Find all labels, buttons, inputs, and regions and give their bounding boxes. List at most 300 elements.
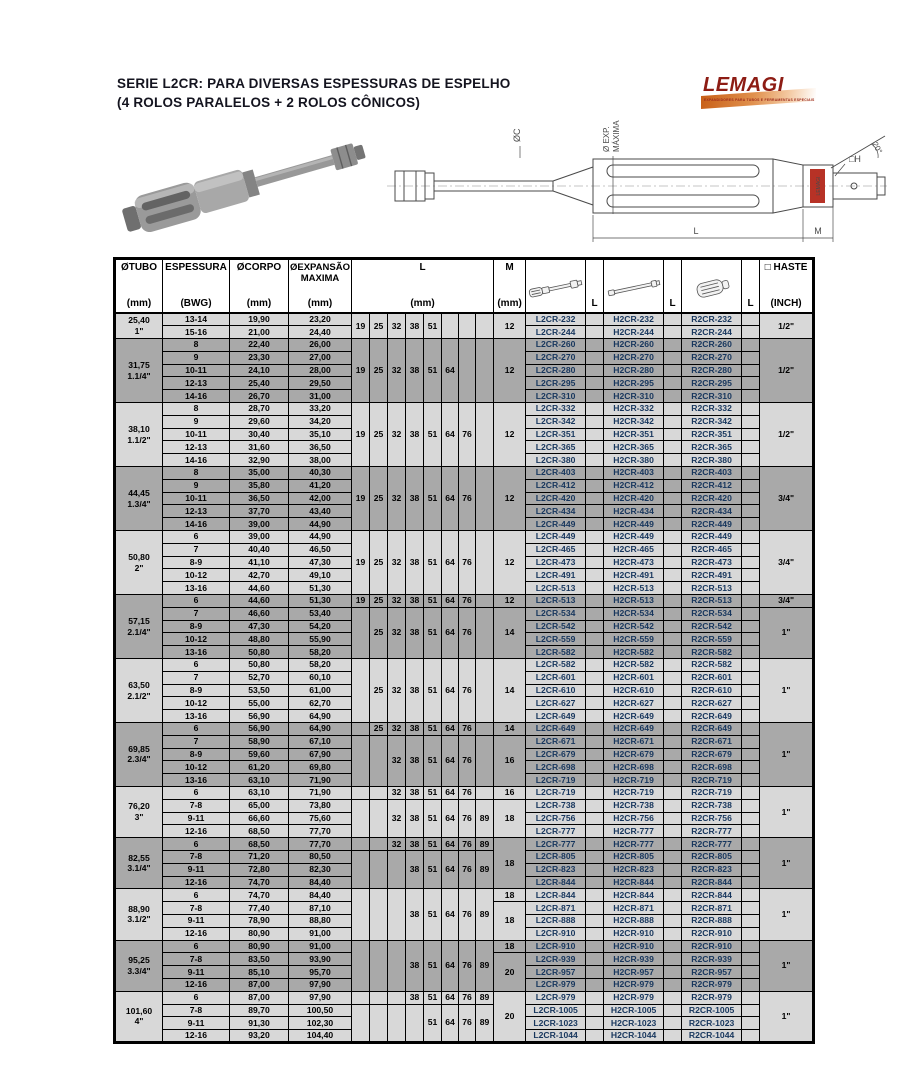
cell-code-l2cr: L2CR-342 bbox=[526, 415, 586, 428]
cell-code-r2cr: R2CR-601 bbox=[682, 671, 742, 684]
cell-code-l2cr: L2CR-756 bbox=[526, 812, 586, 825]
cell-code-h2cr: H2CR-805 bbox=[604, 850, 664, 863]
cell-code-l2cr: L2CR-542 bbox=[526, 620, 586, 633]
cell-code-l-l2cr bbox=[586, 633, 604, 646]
cell-l-51: 51 bbox=[424, 339, 442, 403]
cell-code-h2cr: H2CR-260 bbox=[604, 339, 664, 352]
cell-code-l-l2cr bbox=[586, 850, 604, 863]
cell-code-l-h2cr bbox=[664, 633, 682, 646]
cell-code-l-h2cr bbox=[664, 940, 682, 953]
cell-code-l-l2cr bbox=[586, 697, 604, 710]
cell-code-l-r2cr bbox=[742, 326, 760, 339]
cell-code-l-l2cr bbox=[586, 428, 604, 441]
cell-code-r2cr: R2CR-542 bbox=[682, 620, 742, 633]
cell-code-l-l2cr bbox=[586, 838, 604, 851]
cell-code-l-h2cr bbox=[664, 403, 682, 416]
cell-code-h2cr: H2CR-465 bbox=[604, 543, 664, 556]
cell-espessura-bwg: 8-9 bbox=[163, 556, 230, 569]
cell-code-r2cr: R2CR-805 bbox=[682, 850, 742, 863]
cell-expansao: 93,90 bbox=[289, 953, 352, 966]
cell-l-19 bbox=[352, 786, 370, 799]
dim-label-m: M bbox=[814, 226, 822, 236]
cell-haste: 1" bbox=[760, 889, 814, 940]
cell-code-h2cr: H2CR-601 bbox=[604, 671, 664, 684]
cell-l-38: 38 bbox=[406, 403, 424, 467]
cell-l-51: 51 bbox=[424, 838, 442, 851]
cell-code-r2cr: R2CR-465 bbox=[682, 543, 742, 556]
cell-code-l2cr: L2CR-649 bbox=[526, 710, 586, 723]
cell-code-l-r2cr bbox=[742, 876, 760, 889]
cell-l-76: 76 bbox=[459, 467, 476, 531]
cell-l-25 bbox=[370, 1004, 388, 1042]
cell-code-r2cr: R2CR-270 bbox=[682, 351, 742, 364]
cell-code-l-r2cr bbox=[742, 415, 760, 428]
cell-espessura-bwg: 8 bbox=[163, 339, 230, 352]
cell-espessura-bwg: 7 bbox=[163, 543, 230, 556]
cell-code-l2cr: L2CR-910 bbox=[526, 927, 586, 940]
cell-expansao: 42,00 bbox=[289, 492, 352, 505]
cell-expansao: 64,90 bbox=[289, 723, 352, 736]
cell-code-h2cr: H2CR-1023 bbox=[604, 1017, 664, 1030]
cell-l-25 bbox=[370, 850, 388, 888]
cell-espessura-bwg: 12-16 bbox=[163, 1030, 230, 1043]
cell-corpo: 74,70 bbox=[230, 876, 289, 889]
cell-code-l2cr: L2CR-582 bbox=[526, 659, 586, 672]
cell-code-l2cr: L2CR-232 bbox=[526, 313, 586, 326]
cell-l-19: 19 bbox=[352, 531, 370, 595]
cell-l-38: 38 bbox=[406, 339, 424, 403]
cell-expansao: 47,30 bbox=[289, 556, 352, 569]
cell-l-89 bbox=[476, 607, 494, 658]
cell-code-r2cr: R2CR-1044 bbox=[682, 1030, 742, 1043]
cell-espessura-bwg: 12-16 bbox=[163, 825, 230, 838]
cell-m: 14 bbox=[494, 607, 526, 658]
dim-label-angle: 20° bbox=[870, 140, 885, 156]
cell-code-l-r2cr bbox=[742, 390, 760, 403]
cell-code-l-r2cr bbox=[742, 902, 760, 915]
cell-code-l2cr: L2CR-698 bbox=[526, 761, 586, 774]
cell-code-l-r2cr bbox=[742, 863, 760, 876]
cell-expansao: 53,40 bbox=[289, 607, 352, 620]
cell-code-l-r2cr bbox=[742, 607, 760, 620]
cell-espessura-bwg: 7 bbox=[163, 671, 230, 684]
table-row bbox=[115, 339, 814, 352]
cell-code-l-r2cr bbox=[742, 364, 760, 377]
cell-code-l-h2cr bbox=[664, 377, 682, 390]
cell-l-89 bbox=[476, 531, 494, 595]
cell-corpo: 26,70 bbox=[230, 390, 289, 403]
cell-m: 16 bbox=[494, 735, 526, 786]
cell-code-l-r2cr bbox=[742, 991, 760, 1004]
cell-code-l-l2cr bbox=[586, 492, 604, 505]
cell-l-38 bbox=[406, 1004, 424, 1042]
cell-corpo: 80,90 bbox=[230, 927, 289, 940]
cell-code-l2cr: L2CR-610 bbox=[526, 684, 586, 697]
cell-espessura-bwg: 6 bbox=[163, 786, 230, 799]
cell-code-r2cr: R2CR-232 bbox=[682, 313, 742, 326]
cell-m: 20 bbox=[494, 953, 526, 991]
cell-code-l2cr: L2CR-491 bbox=[526, 569, 586, 582]
cell-corpo: 22,40 bbox=[230, 339, 289, 352]
cell-corpo: 30,40 bbox=[230, 428, 289, 441]
cell-expansao: 58,20 bbox=[289, 659, 352, 672]
cell-code-l-r2cr bbox=[742, 492, 760, 505]
cell-code-l-l2cr bbox=[586, 940, 604, 953]
cell-code-h2cr: H2CR-403 bbox=[604, 467, 664, 480]
cell-code-l2cr: L2CR-777 bbox=[526, 838, 586, 851]
cell-l-19: 19 bbox=[352, 595, 370, 608]
dim-label-oexp-line2: MÁXIMA bbox=[612, 120, 621, 152]
cell-code-l-l2cr bbox=[586, 710, 604, 723]
cell-code-h2cr: H2CR-342 bbox=[604, 415, 664, 428]
cell-m: 12 bbox=[494, 595, 526, 608]
dim-label-square-h: □H bbox=[849, 154, 861, 164]
cell-l-25 bbox=[370, 838, 388, 851]
cell-code-r2cr: R2CR-719 bbox=[682, 774, 742, 787]
cell-l-19 bbox=[352, 991, 370, 1004]
cell-code-l-h2cr bbox=[664, 761, 682, 774]
cell-expansao: 62,70 bbox=[289, 697, 352, 710]
cell-code-l2cr: L2CR-719 bbox=[526, 786, 586, 799]
cell-tube-diameter: 95,25 3.3/4" bbox=[115, 940, 163, 991]
cell-corpo: 93,20 bbox=[230, 1030, 289, 1043]
cell-code-h2cr: H2CR-412 bbox=[604, 479, 664, 492]
cell-l-51: 51 bbox=[424, 850, 442, 888]
cell-code-l-r2cr bbox=[742, 966, 760, 979]
cell-code-l-l2cr bbox=[586, 953, 604, 966]
cell-code-r2cr: R2CR-434 bbox=[682, 505, 742, 518]
cell-l-76 bbox=[459, 313, 476, 339]
cell-code-l-l2cr bbox=[586, 543, 604, 556]
cell-haste: 1" bbox=[760, 991, 814, 1042]
cell-corpo: 31,60 bbox=[230, 441, 289, 454]
cell-code-l-r2cr bbox=[742, 351, 760, 364]
table-row bbox=[115, 607, 814, 620]
cell-code-l-l2cr bbox=[586, 646, 604, 659]
cell-code-l-r2cr bbox=[742, 953, 760, 966]
cell-corpo: 32,90 bbox=[230, 454, 289, 467]
cell-m: 14 bbox=[494, 659, 526, 723]
cell-expansao: 100,50 bbox=[289, 1004, 352, 1017]
cell-code-l-l2cr bbox=[586, 761, 604, 774]
cell-espessura-bwg: 9-11 bbox=[163, 914, 230, 927]
cell-l-32: 32 bbox=[388, 313, 406, 339]
cell-code-l-l2cr bbox=[586, 467, 604, 480]
cell-code-l-l2cr bbox=[586, 479, 604, 492]
cell-code-l-r2cr bbox=[742, 710, 760, 723]
cell-code-r2cr: R2CR-777 bbox=[682, 825, 742, 838]
cell-code-l2cr: L2CR-679 bbox=[526, 748, 586, 761]
cell-espessura-bwg: 13-14 bbox=[163, 313, 230, 326]
cell-l-25: 25 bbox=[370, 313, 388, 339]
cell-expansao: 38,00 bbox=[289, 454, 352, 467]
cell-code-h2cr: H2CR-1044 bbox=[604, 1030, 664, 1043]
cell-l-89 bbox=[476, 723, 494, 736]
cell-code-l2cr: L2CR-434 bbox=[526, 505, 586, 518]
cell-l-25: 25 bbox=[370, 339, 388, 403]
cell-l-19: 19 bbox=[352, 339, 370, 403]
cell-l-38: 38 bbox=[406, 786, 424, 799]
cell-code-l2cr: L2CR-449 bbox=[526, 531, 586, 544]
cell-espessura-bwg: 6 bbox=[163, 723, 230, 736]
cell-code-l-l2cr bbox=[586, 863, 604, 876]
cell-expansao: 29,50 bbox=[289, 377, 352, 390]
cell-code-h2cr: H2CR-738 bbox=[604, 799, 664, 812]
cell-l-32 bbox=[388, 850, 406, 888]
header-haste: □ HASTE (INCH) bbox=[760, 259, 814, 314]
cell-code-l-r2cr bbox=[742, 914, 760, 927]
cell-espessura-bwg: 10-11 bbox=[163, 364, 230, 377]
cell-l-32 bbox=[388, 1004, 406, 1042]
cell-l-51: 51 bbox=[424, 723, 442, 736]
cell-corpo: 47,30 bbox=[230, 620, 289, 633]
cell-code-r2cr: R2CR-412 bbox=[682, 479, 742, 492]
cell-haste: 1" bbox=[760, 940, 814, 991]
cell-code-l2cr: L2CR-513 bbox=[526, 582, 586, 595]
cell-espessura-bwg: 12-13 bbox=[163, 377, 230, 390]
cell-l-19 bbox=[352, 850, 370, 888]
cell-haste: 1" bbox=[760, 607, 814, 658]
cell-corpo: 58,90 bbox=[230, 735, 289, 748]
expander-tool-icon bbox=[526, 259, 586, 314]
cell-code-r2cr: R2CR-449 bbox=[682, 531, 742, 544]
cell-expansao: 77,70 bbox=[289, 838, 352, 851]
cell-code-r2cr: R2CR-957 bbox=[682, 966, 742, 979]
cell-code-l2cr: L2CR-649 bbox=[526, 723, 586, 736]
cell-code-r2cr: R2CR-513 bbox=[682, 595, 742, 608]
cell-code-r2cr: R2CR-403 bbox=[682, 467, 742, 480]
cell-expansao: 51,30 bbox=[289, 595, 352, 608]
cell-code-l2cr: L2CR-844 bbox=[526, 889, 586, 902]
cell-l-89: 89 bbox=[476, 838, 494, 851]
cell-l-89 bbox=[476, 403, 494, 467]
cell-expansao: 69,80 bbox=[289, 761, 352, 774]
cell-code-l-h2cr bbox=[664, 748, 682, 761]
cell-code-l2cr: L2CR-582 bbox=[526, 646, 586, 659]
cell-corpo: 41,10 bbox=[230, 556, 289, 569]
cell-code-l-r2cr bbox=[742, 1017, 760, 1030]
cell-code-l2cr: L2CR-332 bbox=[526, 403, 586, 416]
cell-code-r2cr: R2CR-627 bbox=[682, 697, 742, 710]
cell-l-89 bbox=[476, 313, 494, 339]
cell-code-l-h2cr bbox=[664, 812, 682, 825]
cell-haste: 1/2" bbox=[760, 403, 814, 467]
cell-l-32 bbox=[388, 940, 406, 991]
cell-m: 18 bbox=[494, 838, 526, 889]
cell-code-l-r2cr bbox=[742, 313, 760, 326]
cell-code-l-h2cr bbox=[664, 697, 682, 710]
cell-code-l2cr: L2CR-295 bbox=[526, 377, 586, 390]
cell-code-l-h2cr bbox=[664, 710, 682, 723]
cell-expansao: 77,70 bbox=[289, 825, 352, 838]
cell-haste: 1" bbox=[760, 723, 814, 787]
cell-code-l-h2cr bbox=[664, 415, 682, 428]
cell-l-19 bbox=[352, 723, 370, 736]
cell-l-25 bbox=[370, 991, 388, 1004]
cell-code-l-h2cr bbox=[664, 953, 682, 966]
cell-code-h2cr: H2CR-979 bbox=[604, 978, 664, 991]
cell-l-32: 32 bbox=[388, 339, 406, 403]
cell-l-51: 51 bbox=[424, 467, 442, 531]
cell-code-l-l2cr bbox=[586, 735, 604, 748]
cell-code-l-r2cr bbox=[742, 825, 760, 838]
cell-code-r2cr: R2CR-260 bbox=[682, 339, 742, 352]
cell-corpo: 35,80 bbox=[230, 479, 289, 492]
cell-code-h2cr: H2CR-910 bbox=[604, 927, 664, 940]
cell-espessura-bwg: 9-11 bbox=[163, 1017, 230, 1030]
cell-code-l-r2cr bbox=[742, 838, 760, 851]
cell-espessura-bwg: 8-9 bbox=[163, 620, 230, 633]
cell-espessura-bwg: 10-12 bbox=[163, 761, 230, 774]
cell-code-l-r2cr bbox=[742, 659, 760, 672]
cell-code-l-r2cr bbox=[742, 774, 760, 787]
cell-espessura-bwg: 8 bbox=[163, 403, 230, 416]
cell-code-l-l2cr bbox=[586, 978, 604, 991]
cell-code-l-h2cr bbox=[664, 889, 682, 902]
cell-l-89: 89 bbox=[476, 889, 494, 940]
cell-corpo: 44,60 bbox=[230, 595, 289, 608]
cell-code-l2cr: L2CR-270 bbox=[526, 351, 586, 364]
cell-espessura-bwg: 7 bbox=[163, 607, 230, 620]
cell-code-h2cr: H2CR-698 bbox=[604, 761, 664, 774]
cell-code-l-h2cr bbox=[664, 1017, 682, 1030]
cell-corpo: 21,00 bbox=[230, 326, 289, 339]
cell-corpo: 40,40 bbox=[230, 543, 289, 556]
cell-l-25: 25 bbox=[370, 403, 388, 467]
cell-code-h2cr: H2CR-295 bbox=[604, 377, 664, 390]
cell-l-64: 64 bbox=[442, 799, 459, 837]
cell-l-25: 25 bbox=[370, 531, 388, 595]
cell-code-r2cr: R2CR-649 bbox=[682, 723, 742, 736]
cell-corpo: 56,90 bbox=[230, 723, 289, 736]
cell-code-l2cr: L2CR-1023 bbox=[526, 1017, 586, 1030]
cell-code-r2cr: R2CR-610 bbox=[682, 684, 742, 697]
cell-code-l-h2cr bbox=[664, 518, 682, 531]
cell-code-l-h2cr bbox=[664, 991, 682, 1004]
cell-m: 18 bbox=[494, 902, 526, 940]
cell-corpo: 87,00 bbox=[230, 978, 289, 991]
cell-code-l-r2cr bbox=[742, 543, 760, 556]
cell-code-h2cr: H2CR-979 bbox=[604, 991, 664, 1004]
cell-code-r2cr: R2CR-910 bbox=[682, 940, 742, 953]
cell-m: 12 bbox=[494, 467, 526, 531]
cell-espessura-bwg: 6 bbox=[163, 659, 230, 672]
cell-code-h2cr: H2CR-871 bbox=[604, 902, 664, 915]
cell-code-l-r2cr bbox=[742, 595, 760, 608]
table-row bbox=[115, 467, 814, 480]
cell-code-r2cr: R2CR-844 bbox=[682, 876, 742, 889]
cell-code-l-r2cr bbox=[742, 697, 760, 710]
cell-corpo: 66,60 bbox=[230, 812, 289, 825]
tool-photo bbox=[106, 108, 391, 256]
cell-code-l-l2cr bbox=[586, 1004, 604, 1017]
cell-code-l-l2cr bbox=[586, 531, 604, 544]
cell-l-38: 38 bbox=[406, 799, 424, 837]
cell-code-l2cr: L2CR-939 bbox=[526, 953, 586, 966]
table-row bbox=[115, 735, 814, 748]
cell-code-h2cr: H2CR-270 bbox=[604, 351, 664, 364]
cell-code-l-h2cr bbox=[664, 339, 682, 352]
cell-espessura-bwg: 12-16 bbox=[163, 978, 230, 991]
cell-code-r2cr: R2CR-844 bbox=[682, 889, 742, 902]
cell-code-h2cr: H2CR-434 bbox=[604, 505, 664, 518]
cell-espessura-bwg: 12-13 bbox=[163, 441, 230, 454]
cell-code-h2cr: H2CR-1005 bbox=[604, 1004, 664, 1017]
cell-corpo: 77,40 bbox=[230, 902, 289, 915]
cell-l-32: 32 bbox=[388, 467, 406, 531]
cell-code-l-h2cr bbox=[664, 620, 682, 633]
cell-code-r2cr: R2CR-310 bbox=[682, 390, 742, 403]
cell-l-64: 64 bbox=[442, 786, 459, 799]
cell-code-l-r2cr bbox=[742, 479, 760, 492]
cell-code-l2cr: L2CR-910 bbox=[526, 940, 586, 953]
cell-code-l-h2cr bbox=[664, 966, 682, 979]
cell-code-l-l2cr bbox=[586, 902, 604, 915]
cell-code-l-r2cr bbox=[742, 812, 760, 825]
cell-corpo: 50,80 bbox=[230, 659, 289, 672]
cell-code-l-h2cr bbox=[664, 454, 682, 467]
cell-code-h2cr: H2CR-582 bbox=[604, 646, 664, 659]
cell-expansao: 44,90 bbox=[289, 531, 352, 544]
cell-l-89 bbox=[476, 467, 494, 531]
cell-haste: 1" bbox=[760, 659, 814, 723]
cell-l-51: 51 bbox=[424, 786, 442, 799]
cell-code-l-r2cr bbox=[742, 927, 760, 940]
cell-code-l-l2cr bbox=[586, 403, 604, 416]
cell-expansao: 40,30 bbox=[289, 467, 352, 480]
cell-code-h2cr: H2CR-380 bbox=[604, 454, 664, 467]
cell-code-r2cr: R2CR-449 bbox=[682, 518, 742, 531]
cell-code-h2cr: H2CR-582 bbox=[604, 659, 664, 672]
cell-code-l2cr: L2CR-260 bbox=[526, 339, 586, 352]
cell-m: 12 bbox=[494, 313, 526, 339]
cell-code-r2cr: R2CR-910 bbox=[682, 927, 742, 940]
cell-corpo: 63,10 bbox=[230, 786, 289, 799]
cell-code-l-h2cr bbox=[664, 850, 682, 863]
cell-code-r2cr: R2CR-679 bbox=[682, 748, 742, 761]
cell-l-64: 64 bbox=[442, 735, 459, 786]
cell-corpo: 61,20 bbox=[230, 761, 289, 774]
spec-table bbox=[113, 257, 815, 1044]
cell-code-l-h2cr bbox=[664, 351, 682, 364]
cell-corpo: 74,70 bbox=[230, 889, 289, 902]
cell-code-l-r2cr bbox=[742, 761, 760, 774]
cell-corpo: 71,20 bbox=[230, 850, 289, 863]
cell-l-64: 64 bbox=[442, 467, 459, 531]
cell-code-h2cr: H2CR-844 bbox=[604, 889, 664, 902]
cell-corpo: 44,60 bbox=[230, 582, 289, 595]
cell-espessura-bwg: 13-16 bbox=[163, 646, 230, 659]
cell-code-l2cr: L2CR-871 bbox=[526, 902, 586, 915]
cell-code-l-r2cr bbox=[742, 671, 760, 684]
cell-l-25 bbox=[370, 786, 388, 799]
cell-espessura-bwg: 13-16 bbox=[163, 582, 230, 595]
cell-code-l-h2cr bbox=[664, 595, 682, 608]
cell-l-19: 19 bbox=[352, 467, 370, 531]
cell-code-l-h2cr bbox=[664, 684, 682, 697]
cell-code-l-l2cr bbox=[586, 620, 604, 633]
cell-code-h2cr: H2CR-679 bbox=[604, 748, 664, 761]
cell-code-l-r2cr bbox=[742, 441, 760, 454]
cell-code-r2cr: R2CR-365 bbox=[682, 441, 742, 454]
cell-code-l-r2cr bbox=[742, 377, 760, 390]
table-row bbox=[115, 940, 814, 953]
cell-expansao: 104,40 bbox=[289, 1030, 352, 1043]
cell-l-51: 51 bbox=[424, 313, 442, 339]
table-row bbox=[115, 991, 814, 1004]
cell-code-l-l2cr bbox=[586, 799, 604, 812]
cell-code-h2cr: H2CR-756 bbox=[604, 812, 664, 825]
